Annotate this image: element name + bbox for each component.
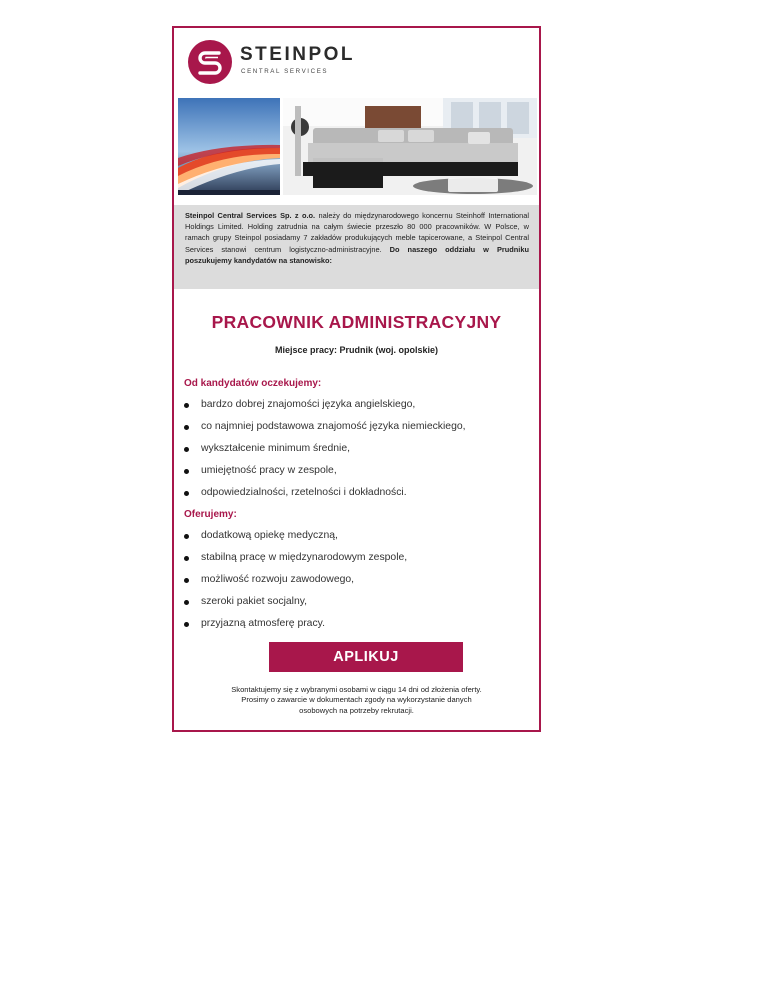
- bullet-icon: [184, 578, 189, 583]
- list-item: [174, 398, 539, 420]
- intro-body: należy do międzynarodowego koncernu Steinhoff International Holdings Limited. Holding zatrudnia na całym świecie przeszło 80 000 pracowników. W Polsce, w ramach grupy Steinpol posiadamy 7 zakładów produkujących meble tapicerowane, a Steinpol Central Services stanowi centrum logistyczno-administracyjne.: [185, 211, 529, 254]
- list-item: [174, 573, 539, 595]
- offer-list: [174, 529, 539, 639]
- list-item: [174, 595, 539, 617]
- brand-tagline: CENTRAL SERVICES: [241, 68, 329, 75]
- list-item-text: dodatkową opiekę medyczną,: [201, 530, 338, 541]
- list-item-text: odpowiedzialności, rzetelności i dokładności.: [201, 487, 407, 498]
- list-item-text: umiejętność pracy w zespole,: [201, 465, 337, 476]
- list-item-text: stabilną pracę w międzynarodowym zespole,: [201, 552, 408, 563]
- footer-line: Prosimy o zawarcie w dokumentach zgody na wykorzystanie danych: [241, 695, 472, 705]
- list-item: [174, 529, 539, 551]
- list-item: [174, 617, 539, 639]
- apply-button[interactable]: APLIKUJ: [269, 642, 463, 672]
- bullet-icon: [184, 534, 189, 539]
- bullet-icon: [184, 556, 189, 561]
- list-item-text: szeroki pakiet socjalny,: [201, 596, 308, 607]
- footer-line: osobowych na potrzeby rekrutacji.: [299, 705, 414, 715]
- list-item-text: możliwość rozwoju zawodowego,: [201, 574, 355, 585]
- bullet-icon: [184, 425, 189, 430]
- living-room-sofa-image: [283, 98, 537, 195]
- bullet-icon: [184, 622, 189, 627]
- requirements-list: [174, 398, 539, 508]
- brand-name: STEINPOL: [240, 44, 356, 65]
- bullet-icon: [184, 491, 189, 496]
- job-ad-card: [172, 26, 541, 732]
- intro-company-name: Steinpol Central Services Sp. z o.o.: [185, 211, 316, 220]
- footer-note: [184, 685, 529, 716]
- list-item: [174, 464, 539, 486]
- bullet-icon: [184, 403, 189, 408]
- list-item-text: przyjazną atmosferę pracy.: [201, 618, 325, 629]
- requirements-heading: Od kandydatów oczekujemy:: [184, 378, 322, 389]
- job-title: PRACOWNIK ADMINISTRACYJNY: [211, 312, 502, 332]
- list-item: [174, 420, 539, 442]
- job-location: Miejsce pracy: Prudnik (woj. opolskie): [274, 345, 439, 355]
- list-item-text: bardzo dobrej znajomości języka angielskiego,: [201, 399, 416, 410]
- offer-heading: Oferujemy:: [184, 509, 237, 520]
- bullet-icon: [184, 447, 189, 452]
- bullet-icon: [184, 469, 189, 474]
- intro-closing: Do naszego oddziału w Prudniku poszukujemy kandydatów na stanowisko:: [185, 244, 529, 265]
- highway-light-trails-image: [178, 98, 280, 195]
- header-photos: [178, 98, 537, 195]
- steinpol-logo: [188, 40, 388, 84]
- list-item: [174, 442, 539, 464]
- footer-line: Skontaktujemy się z wybranymi osobami w ciągu 14 dni od złożenia oferty.: [231, 685, 482, 694]
- list-item: [174, 551, 539, 573]
- bullet-icon: [184, 600, 189, 605]
- list-item: [174, 486, 539, 508]
- list-item-text: co najmniej podstawowa znajomość języka niemieckiego,: [201, 421, 466, 432]
- steinpol-logo-icon: [188, 40, 232, 84]
- list-item-text: wykształcenie minimum średnie,: [201, 443, 350, 454]
- company-intro: [174, 205, 539, 289]
